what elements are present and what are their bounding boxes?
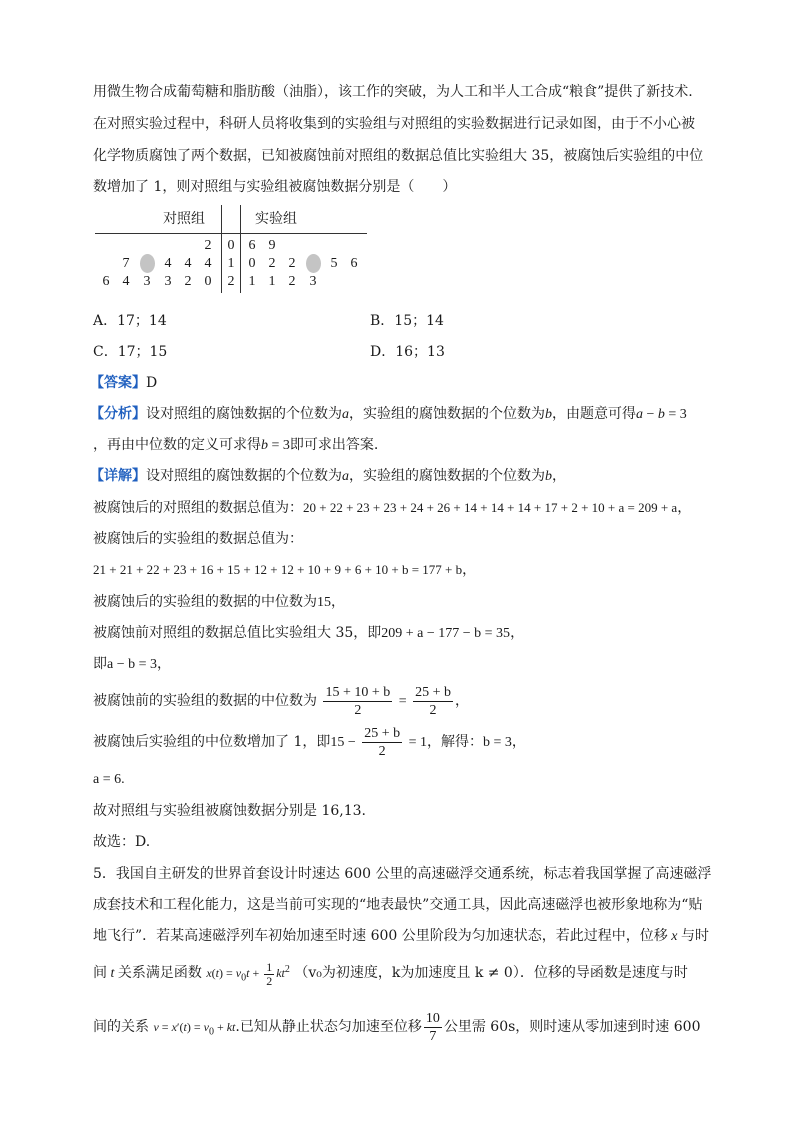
problem5-text: .已知从静止状态匀加速至位移: [235, 1019, 422, 1035]
detail-line: 即a − b = 3，: [93, 656, 172, 672]
analysis-text: 设对照组的腐蚀数据的个位数为: [146, 406, 342, 422]
problem-text-line: 用微生物合成葡萄糖和脂肪酸（油脂），该工作的突破，为人工和半人工合成“粮食”提供了新技术.: [93, 84, 693, 100]
detail-line: a = 6.: [93, 772, 125, 787]
leaf-control: 4: [184, 256, 192, 271]
analysis-text: ，实验组的腐蚀数据的个位数为: [349, 406, 545, 422]
leaf-experiment: 1: [268, 274, 276, 289]
math-expr: 21 + 21 + 22 + 23 + 16 + 15 + 12 + 12 + 10 + 9 + 6 + 10 + b = 177 + b: [93, 562, 463, 577]
leaf-control: 2: [184, 274, 192, 289]
table-divider-horizontal: [95, 233, 367, 234]
table-divider-vertical: [240, 205, 241, 293]
answer-value: D: [146, 375, 158, 391]
math-expr: a − b = 3: [107, 657, 158, 672]
detail-line: 被腐蚀后的对照组的数据总值为：20 + 22 + 23 + 23 + 24 + 26 + 14 + 14 + 14 + 17 + 2 + 10 + a = 209 + a，: [93, 500, 692, 516]
stem: 2: [227, 274, 235, 289]
leaf-control: 6: [102, 274, 110, 289]
detail-line: 21 + 21 + 22 + 23 + 16 + 15 + 12 + 12 + 10 + 9 + 6 + 10 + b = 177 + b，: [93, 562, 477, 578]
control-group-header: 对照组: [163, 212, 205, 227]
answer-tag: 【答案】: [90, 375, 146, 391]
problem5-text: （v₀为初速度，k为加速度且 k ≠ 0）．位移的导函数是速度与时: [294, 965, 688, 981]
analysis-tag: 【分析】: [90, 406, 146, 422]
leaf-experiment: 9: [268, 238, 276, 253]
detail-text: ，实验组的腐蚀数据的个位数为: [349, 468, 545, 484]
option-c: C．17；15: [93, 344, 168, 360]
leaf-experiment: 1: [248, 274, 256, 289]
math-expr: 15 −: [330, 735, 356, 750]
detail-line: 【详解】设对照组的腐蚀数据的个位数为a，实验组的腐蚀数据的个位数为b，: [90, 468, 566, 484]
analysis-line: [93, 436, 378, 455]
stem: 1: [227, 256, 235, 271]
analysis-text: ，再由中位数的定义可求得: [93, 437, 261, 453]
problem5-text-line: 地飞行”．若某高速磁浮列车初始加速至时速 600 公里阶段为匀加速状态，若此过程中，位移 x 与时: [93, 928, 709, 944]
fraction: $\frac{15 + 10 + b}{2}$: [325, 684, 391, 718]
problem5-text-line: 5．我国自主研发的世界首套设计时速达 600 公里的高速磁浮交通系统，标志着我国掌握了高速磁浮: [93, 866, 712, 882]
math-var: a: [342, 407, 349, 422]
analysis-line: [90, 405, 687, 424]
leaf-control: 4: [164, 256, 172, 271]
option-a: A．17；14: [93, 313, 167, 329]
analysis-text: ，由题意可得: [552, 406, 636, 422]
detail-text: ，解得：: [426, 734, 483, 750]
leaf-control: 3: [143, 274, 151, 289]
leaf-experiment: 0: [248, 256, 256, 271]
leaf-control: 3: [164, 274, 172, 289]
corroded-data-blot: [140, 254, 155, 273]
detail-line: 被腐蚀前对照组的数据总值比实验组大 35，即209 + a − 177 − b = 35，: [93, 625, 525, 641]
leaf-control: 2: [204, 238, 212, 253]
fraction: $\frac{25 + b}{2}$: [364, 725, 401, 759]
math-expr: = 1: [408, 735, 427, 750]
detail-line: 被腐蚀后的实验组的数据总值为：: [93, 531, 303, 547]
problem5-text-line: 成套技术和工程化能力，这是当前可实现的“地表最快”交通工具，因此高速磁浮也被形象地称为“贴: [93, 897, 703, 913]
detail-line: 被腐蚀后的实验组的数据的中位数为15，: [93, 594, 345, 610]
detail-tag: 【详解】: [90, 468, 146, 484]
option-b: B．15；14: [370, 313, 444, 329]
leaf-control: 4: [204, 256, 212, 271]
fraction: $\frac{10}{7}$: [425, 1010, 440, 1044]
math-expr: a − b = 3: [636, 407, 687, 422]
detail-text: 被腐蚀后实验组的中位数增加了 1，即: [93, 734, 331, 750]
problem5-text: 地飞行”．若某高速磁浮列车初始加速至时速 600 公里阶段为匀加速状态，若此过程中，位移: [93, 928, 668, 944]
problem-text-line: 在对照实验过程中，科研人员将收集到的实验组与对照组的实验数据进行记录如图，由于不小心被: [93, 116, 695, 132]
math-expr: 209 + a − 177 − b = 35: [381, 626, 511, 641]
detail-text: 被腐蚀后的实验组的数据的中位数为: [93, 594, 317, 610]
leaf-control: 4: [122, 274, 130, 289]
problem5-text: 关系满足函数: [117, 965, 202, 981]
problem-text-line: 数增加了 1，则对照组与实验组被腐蚀数据分别是（ ）: [93, 179, 457, 195]
leaf-control: 0: [204, 274, 212, 289]
detail-text: 被腐蚀前的实验组的数据的中位数为: [93, 693, 317, 709]
leaf-control: 7: [122, 256, 130, 271]
leaf-experiment: 6: [248, 238, 256, 253]
leaf-experiment: 2: [288, 256, 296, 271]
problem5-text-line: [93, 1009, 700, 1050]
detail-text: 设对照组的腐蚀数据的个位数为: [146, 468, 342, 484]
option-d: D．16；13: [370, 344, 445, 360]
detail-line: 被腐蚀后实验组的中位数增加了 1，即15 − $\frac{25 + b}{2}$ = 1，解得：b = 3，: [93, 725, 526, 759]
leaf-experiment: 2: [288, 274, 296, 289]
detail-text: ，: [552, 468, 566, 484]
problem5-text-line: 间 t 关系满足函数 $x(t) = v_0t$ + $\frac{1}{2}$ $kt^2$ （v₀为初速度，k为加速度且 k ≠ 0）．位移的导函数是速度与时: [93, 959, 688, 988]
leaf-experiment: 2: [268, 256, 276, 271]
problem-text-line: 化学物质腐蚀了两个数据，已知被腐蚀前对照组的数据总值比实验组大 35，被腐蚀后实验组的中位: [93, 148, 704, 164]
problem5-text: 与时: [681, 928, 709, 944]
detail-text: 被腐蚀前对照组的数据总值比实验组大 35，即: [93, 625, 382, 641]
experiment-group-header: 实验组: [255, 212, 297, 227]
detail-text: 被腐蚀后的对照组的数据总值为：: [93, 500, 303, 516]
math-expr: 20 + 22 + 23 + 23 + 24 + 26 + 14 + 14 + 14 + 17 + 2 + 10 + a = 209 + a: [303, 500, 678, 515]
table-divider-vertical: [221, 205, 222, 293]
detail-line: 被腐蚀前的实验组的数据的中位数为 $\frac{15 + 10 + b}{2}$ = $\frac{25 + b}{2}$ ，: [93, 684, 469, 718]
detail-line: 故选：D.: [93, 834, 151, 850]
fraction: $\frac{25 + b}{2}$: [415, 684, 451, 718]
math-expr: 15: [317, 595, 331, 610]
leaf-experiment: 6: [350, 256, 358, 271]
detail-text: 即: [93, 656, 107, 672]
answer-line: [90, 374, 157, 392]
leaf-experiment: 5: [330, 256, 338, 271]
analysis-text: 即可求出答案.: [289, 437, 379, 453]
math-expr: $v = x'(t) = v_0$ + kt: [153, 1020, 236, 1038]
math-expr: b = 3: [482, 735, 512, 750]
problem5-text: 公里需 60s，则时速从零加速到时速 600: [443, 1019, 701, 1035]
stem-leaf-plot: [95, 205, 370, 295]
math-expr: b = 3: [261, 438, 290, 453]
problem5-text: 间的关系: [93, 1019, 149, 1035]
leaf-experiment: 3: [309, 274, 317, 289]
corroded-data-blot: [306, 254, 321, 273]
math-expr: $x(t) = v_0t$ + $\frac{1}{2}$ $kt^2$: [206, 959, 290, 988]
stem: 0: [227, 238, 235, 253]
math-var: b: [545, 407, 552, 422]
detail-line: 故对照组与实验组被腐蚀数据分别是 16,13.: [93, 803, 366, 819]
problem5-text: 间: [93, 965, 107, 981]
